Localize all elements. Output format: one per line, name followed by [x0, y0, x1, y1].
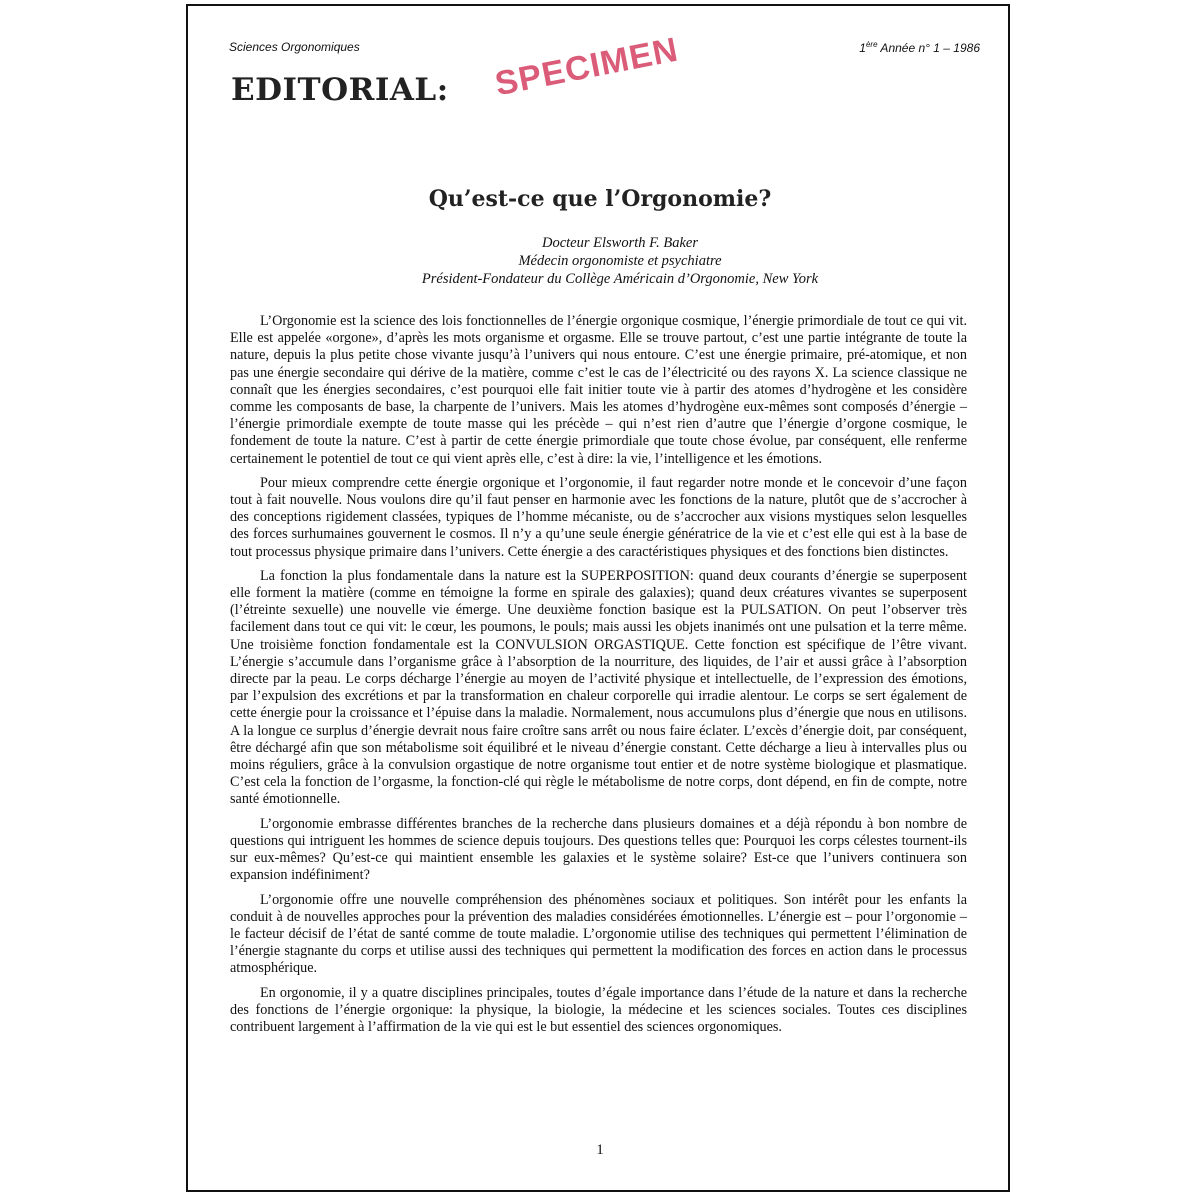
paragraph: La fonction la plus fondamentale dans la nature est la SUPERPOSITION: quand deux courants d’énergie se superposent elle forment la matière (comme en témoigne la forme en spirale des galaxies); quand deux créatures vivantes se superposent (l’étreinte sexuelle) une nouvelle vie émerge. Une deuxième fonction basique est la PULSATION. On peut l’observer très facilement dans tout ce qui vit: le cœur, les poumons, le pouls; mais aussi les objets inanimés ont une pulsation et la terre même. Une troisième fonction fondamentale est la CONVULSION ORGASTIQUE. Cette fonction est spécifique de l’être vivant. L’énergie s’accumule dans l’organisme grâce à l’absorption de la nourriture, des liquides, de l’air et aussi grâce à l’absorption directe par la peau. Le corps décharge l’énergie au moyen de l’activité physique et intellectuelle, de l’expression des émotions, par l’expulsion des excrétions et par la transformation en chaleur corporelle qui irradie alentour. Le corps se sert également de cette énergie pour la croissance et l’épuise dans la maladie. Normalement, nous accumulons plus d’énergie que nous en utilisons. A la longue ce surplus d’énergie devrait nous faire croître sans arrêt ou nous faire éclater. L’excès d’énergie doit, par conséquent, être déchargé afin que son métabolisme soit équilibré et le niveau d’énergie constant. Cette décharge a lieu à intervalles plus ou moins réguliers, grâce à la convulsion orgastique de notre organisme tout entier et de notre système biologique et plasmatique. C’est cela la fonction de l’orgasme, la fonction-clé qui règle le métabolisme de notre corps, dont dépend, en fin de compte, notre santé émotionnelle.	[230, 567, 967, 808]
issue-number: 1	[859, 41, 866, 55]
paragraph: Pour mieux comprendre cette énergie orgonique et l’orgonomie, il faut regarder notre monde et le concevoir d’une façon tout à fait nouvelle. Nous voulons dire qu’il faut penser en harmonie avec les fonctions de la nature, plutôt que de s’accrocher à des conceptions rigidement classées, typiques de l’homme mécaniste, ou de s’accrocher aux visions mystiques selon lesquelles des forces surhumaines gouvernent le cosmos. Il n’y a qu’une seule énergie génératrice de la vie et c’est elle qui est à la base de tout processus physique primaire dans l’univers. Cette énergie a des caractéristiques physiques et des fonctions bien distinctes.	[230, 474, 967, 560]
author-affiliation: Président-Fondateur du Collège Américain d’Orgonomie, New York	[421, 271, 819, 287]
paragraph: L’orgonomie embrasse différentes branches de la recherche dans plusieurs domaines et a déjà répondu à bon nombre de questions qui intriguent les hommes de science depuis toujours. Des questions telles que: Pourquoi les corps célestes tournent-ils sur eux-mêmes? Qu’est-ce qui maintient ensemble les galaxies et le système solaire? Est-ce que l’univers continuera son expansion indéfiniment?	[230, 815, 967, 884]
paragraph: L’Orgonomie est la science des lois fonctionnelles de l’énergie orgonique cosmique, l’énergie primordiale de tout ce qui vit. Elle est appelée «orgone», d’après les mots organisme et orgasme. Elle se trouve partout, c’est une partie intégrante de toute la nature, depuis la plus petite chose vivante jusqu’à l’univers qui nous entoure. C’est une énergie primaire, pré-atomique, et non pas une énergie secondaire qui dérive de la matière, comme c’est le cas de l’électricité ou des rayons X. La science classique ne connaît que les énergies secondaires, c’est pourquoi elle fait initier toute vie à partir des atomes d’hydrogène et les considère comme les composants de base, la charpente de l’univers. Mais les atomes d’hydrogène eux-mêmes sont composés d’énergie – l’énergie primordiale exempte de toute masse qui les précède – qui n’est rien d’autre que l’énergie d’orgone cosmique, le fondement de toute la nature. C’est à partir de cette énergie primordiale que toute chose évolue, par conséquent, elle renferme certainement le potentiel de tout ce qui vient après elle, c’est à dire: la vie, l’intelligence et les émotions.	[230, 313, 967, 467]
author-role: Médecin orgonomiste et psychiatre	[518, 253, 722, 269]
byline	[300, 234, 940, 288]
journal-name: Sciences Orgonomiques	[229, 40, 360, 54]
article-body	[230, 313, 967, 1043]
paragraph: L’orgonomie offre une nouvelle compréhension des phénomènes sociaux et politiques. Son intérêt pour les enfants la conduit à de nouvelles approches pour la prévention des maladies considérées émotionnelles. L’énergie est – pour l’orgonomie – le facteur décisif de l’état de santé comme de toute maladie. L’orgonomie utilise des techniques qui permettent l’élimination de l’énergie stagnante du corps et utilise aussi des techniques qui permettent la modification des forces en action dans le processus atmosphérique.	[230, 891, 967, 977]
issue-year: Année n° 1 – 1986	[877, 41, 980, 55]
section-title: EDITORIAL:	[231, 72, 449, 108]
page-number: 1	[596, 1142, 604, 1158]
paragraph: En orgonomie, il y a quatre disciplines principales, toutes d’égale importance dans l’étude de la nature et dans la recherche des fonctions de l’énergie orgonique: la physique, la biologie, la médecine et les sciences sociales. Toutes ces disciplines contribuent largement à l’affirmation de la vie qui est le but essentiel des sciences orgonomiques.	[230, 984, 967, 1035]
issue-info	[820, 40, 980, 55]
author-name: Docteur Elsworth F. Baker	[542, 235, 698, 251]
issue-superscript: ère	[865, 40, 878, 49]
article-title: Qu’est-ce que l’Orgonomie?	[428, 186, 772, 212]
specimen-stamp: SPECIMEN	[492, 30, 682, 104]
